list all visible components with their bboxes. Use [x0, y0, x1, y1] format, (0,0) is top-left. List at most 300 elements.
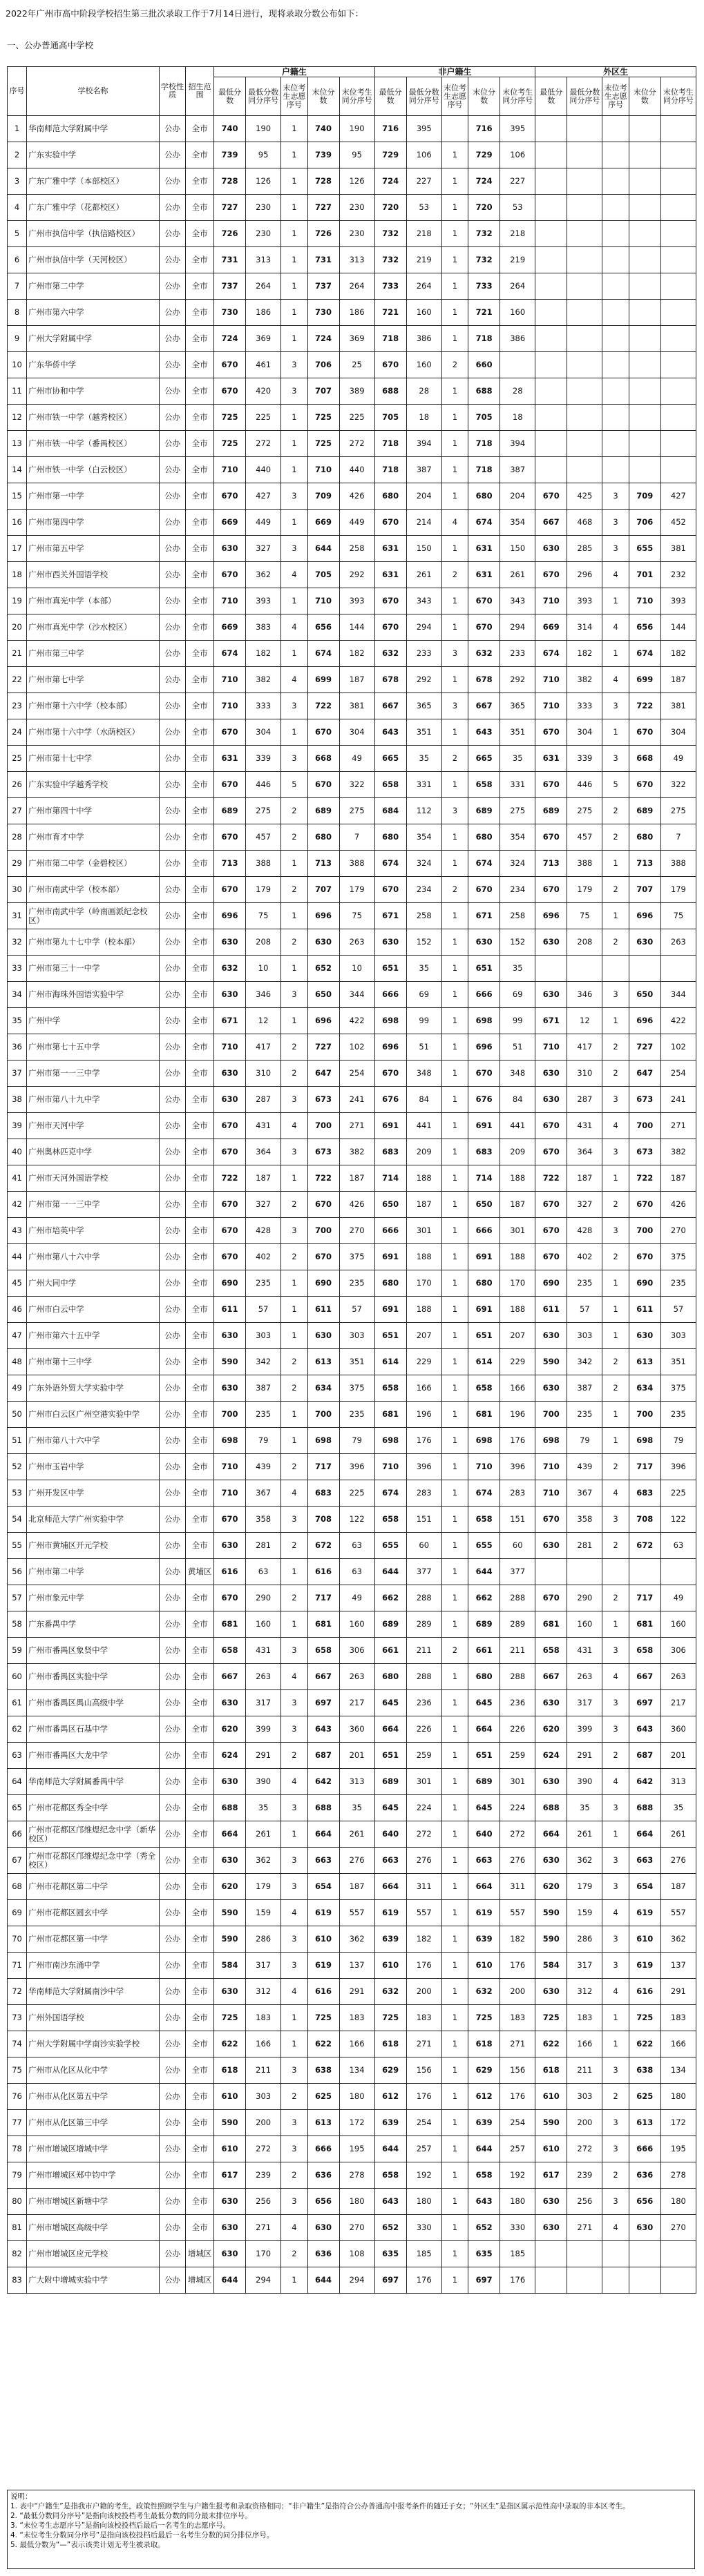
table-cell: 718	[468, 326, 500, 352]
table-cell	[629, 221, 660, 247]
table-cell: 全市	[186, 247, 214, 273]
table-cell: 1	[602, 588, 629, 614]
table-cell: 619	[307, 1900, 339, 1926]
table-cell: 678	[374, 667, 406, 693]
table-cell: 3	[602, 1716, 629, 1743]
table-cell: 645	[374, 1795, 406, 1821]
table-cell: 166	[660, 2031, 696, 2057]
table-cell: 49	[660, 746, 696, 772]
table-cell: 79	[339, 1428, 374, 1454]
table-cell: 14	[8, 457, 27, 483]
table-cell: 670	[214, 1507, 246, 1533]
table-cell: 1	[441, 824, 468, 851]
table-cell: 722	[307, 693, 339, 719]
table-row	[8, 1244, 696, 1270]
table-cell: 1	[281, 1821, 307, 1848]
table-cell: 全市	[186, 2110, 214, 2136]
table-cell: 631	[374, 536, 406, 562]
table-cell: 610	[214, 2084, 246, 2110]
table-cell: 151	[500, 1507, 535, 1533]
table-cell: 全市	[186, 457, 214, 483]
table-cell: 654	[307, 1874, 339, 1900]
table-cell: 417	[246, 1034, 281, 1061]
table-cell: 3	[602, 1507, 629, 1533]
table-cell: 2	[441, 746, 468, 772]
table-cell: 3	[602, 982, 629, 1008]
table-cell: 56	[8, 1559, 27, 1585]
table-cell: 689	[374, 1611, 406, 1638]
table-cell: 698	[214, 1428, 246, 1454]
table-cell: 35	[660, 1795, 696, 1821]
table-cell: 655	[629, 536, 660, 562]
header-subcolumn: 末位考生同分序号	[660, 77, 696, 116]
table-cell: 公办	[159, 352, 185, 378]
table-cell: 732	[374, 247, 406, 273]
table-cell: 683	[468, 1139, 500, 1165]
table-cell: 666	[468, 1218, 500, 1244]
notes-line: 3. “末位考生志愿序号”是指向该校投档后最后一名考生的志愿序号。	[10, 2521, 231, 2530]
table-cell: 18	[500, 405, 535, 431]
table-cell: 公办	[159, 1795, 185, 1821]
table-cell: 261	[567, 1821, 602, 1848]
table-cell: 617	[535, 2162, 567, 2189]
table-cell: 313	[660, 1769, 696, 1795]
table-cell: 431	[567, 1638, 602, 1664]
school-name-cell: 广东番禺中学	[27, 1611, 160, 1638]
table-cell: 公办	[159, 798, 185, 824]
table-cell: 166	[406, 1375, 441, 1402]
table-cell: 339	[246, 746, 281, 772]
table-cell: 690	[535, 1270, 567, 1297]
table-cell: 3	[441, 693, 468, 719]
table-cell: 2	[441, 1638, 468, 1664]
table-cell: 272	[339, 431, 374, 457]
school-name-cell: 广州市增城区应元学校	[27, 2241, 160, 2267]
table-cell: 62	[8, 1716, 27, 1743]
table-cell: 670	[307, 1192, 339, 1218]
table-cell: 700	[214, 1402, 246, 1428]
table-cell: 292	[339, 562, 374, 588]
table-cell: 234	[500, 877, 535, 903]
table-row	[8, 326, 696, 352]
table-cell: 710	[535, 588, 567, 614]
table-cell: 673	[629, 1139, 660, 1165]
table-cell: 全市	[186, 1165, 214, 1192]
table-cell: 35	[500, 956, 535, 982]
table-cell: 727	[307, 195, 339, 221]
table-cell: 211	[406, 1638, 441, 1664]
school-name-cell: 广州市番禺区禺山高级中学	[27, 1690, 160, 1716]
table-cell: 4	[281, 1664, 307, 1690]
table-body	[8, 116, 696, 2294]
table-cell: 441	[500, 1113, 535, 1139]
table-cell: 全市	[186, 1218, 214, 1244]
table-cell: 651	[468, 1323, 500, 1349]
table-cell: 710	[535, 693, 567, 719]
table-cell	[629, 378, 660, 405]
table-cell: 55	[8, 1533, 27, 1559]
table-cell: 696	[629, 1008, 660, 1034]
school-name-cell: 广州市南武中学（校本部）	[27, 877, 160, 903]
table-cell: 664	[374, 1874, 406, 1900]
table-cell: 441	[406, 1113, 441, 1139]
table-cell: 3	[281, 1139, 307, 1165]
table-cell: 195	[339, 2136, 374, 2162]
table-cell: 3	[281, 1638, 307, 1664]
table-cell: 公办	[159, 2162, 185, 2189]
table-cell: 179	[567, 877, 602, 903]
table-row	[8, 168, 696, 195]
school-name-cell: 广州市花都区秀全中学	[27, 1795, 160, 1821]
table-cell: 全市	[186, 588, 214, 614]
table-cell: 724	[307, 326, 339, 352]
table-cell: 362	[567, 1848, 602, 1874]
table-cell: 99	[500, 1008, 535, 1034]
table-cell: 689	[629, 798, 660, 824]
table-cell: 630	[535, 1979, 567, 2005]
header-group-otherdistrict: 外区生	[535, 67, 696, 77]
table-cell	[535, 405, 567, 431]
table-cell: 1	[281, 510, 307, 536]
table-cell: 632	[214, 956, 246, 982]
table-cell: 680	[374, 824, 406, 851]
table-cell: 1	[281, 273, 307, 300]
table-cell: 134	[339, 2057, 374, 2084]
table-cell: 697	[374, 2267, 406, 2294]
table-cell: 176	[500, 1953, 535, 1979]
table-cell: 303	[339, 1323, 374, 1349]
table-cell: 666	[468, 982, 500, 1008]
school-name-cell: 广州市真光中学（本部）	[27, 588, 160, 614]
table-cell	[602, 142, 629, 168]
table-cell: 632	[468, 1979, 500, 2005]
table-cell: 680	[468, 1664, 500, 1690]
table-cell: 211	[567, 2057, 602, 2084]
table-cell: 630	[214, 1533, 246, 1559]
table-cell: 95	[339, 142, 374, 168]
table-cell: 289	[406, 1611, 441, 1638]
table-cell: 708	[629, 1507, 660, 1533]
table-cell: 172	[660, 2110, 696, 2136]
table-cell: 225	[339, 1480, 374, 1507]
table-cell: 426	[339, 1192, 374, 1218]
header-subcolumn: 最低分数	[374, 77, 406, 116]
table-cell: 327	[246, 536, 281, 562]
table-cell: 733	[468, 273, 500, 300]
table-cell: 394	[500, 431, 535, 457]
table-cell: 182	[339, 641, 374, 667]
table-cell: 689	[468, 1769, 500, 1795]
table-cell: 1	[441, 1533, 468, 1559]
table-cell: 160	[660, 1611, 696, 1638]
table-cell: 1	[441, 1716, 468, 1743]
table-cell	[602, 2241, 629, 2267]
table-cell: 51	[500, 1034, 535, 1061]
table-cell: 217	[660, 1690, 696, 1716]
table-cell: 25	[8, 746, 27, 772]
table-cell: 272	[406, 1821, 441, 1848]
table-cell: 612	[374, 2084, 406, 2110]
table-cell: 全市	[186, 1428, 214, 1454]
table-cell: 全市	[186, 1953, 214, 1979]
table-cell: 1	[441, 1926, 468, 1953]
table-cell: 全市	[186, 1244, 214, 1270]
table-cell: 2	[602, 798, 629, 824]
table-cell	[602, 300, 629, 326]
table-cell: 公办	[159, 378, 185, 405]
table-cell: 1	[441, 1953, 468, 1979]
table-cell: 426	[339, 483, 374, 510]
table-cell: 12	[8, 405, 27, 431]
table-cell: 644	[214, 2267, 246, 2294]
table-cell: 689	[307, 798, 339, 824]
table-cell	[602, 956, 629, 982]
table-cell: 2	[602, 1349, 629, 1375]
table-cell: 2	[602, 1454, 629, 1480]
table-cell: 665	[468, 746, 500, 772]
table-cell: 716	[468, 116, 500, 142]
table-cell: 630	[214, 536, 246, 562]
table-cell: 3	[602, 2136, 629, 2162]
school-name-cell: 广州市第七十五中学	[27, 1034, 160, 1061]
table-cell: 1	[441, 142, 468, 168]
table-row	[8, 2267, 696, 2294]
table-cell: 614	[468, 1349, 500, 1375]
table-cell: 670	[535, 1139, 567, 1165]
table-cell: 4	[8, 195, 27, 221]
table-cell: 630	[307, 929, 339, 956]
table-row	[8, 1848, 696, 1874]
table-cell: 122	[339, 1507, 374, 1533]
table-row	[8, 116, 696, 142]
table-cell: 670	[214, 1585, 246, 1611]
table-cell: 722	[629, 1165, 660, 1192]
table-cell: 公办	[159, 1664, 185, 1690]
table-cell: 4	[602, 1480, 629, 1507]
table-cell: 172	[339, 2110, 374, 2136]
table-cell: 1	[441, 1192, 468, 1218]
school-name-cell: 华南师范大学附属中学	[27, 116, 160, 142]
table-cell: 630	[214, 2215, 246, 2241]
table-cell: 696	[307, 903, 339, 929]
table-cell: 全市	[186, 772, 214, 798]
table-cell: 全市	[186, 1375, 214, 1402]
table-cell: 630	[535, 1533, 567, 1559]
table-cell: 72	[8, 1979, 27, 2005]
table-cell: 3	[281, 2189, 307, 2215]
table-cell: 291	[567, 1743, 602, 1769]
table-row	[8, 1690, 696, 1716]
table-cell: 714	[374, 1165, 406, 1192]
school-name-cell: 广州市第四十中学	[27, 798, 160, 824]
table-cell: 80	[8, 2189, 27, 2215]
table-cell: 705	[374, 405, 406, 431]
table-cell: 75	[567, 903, 602, 929]
table-cell: 79	[660, 1428, 696, 1454]
table-cell: 170	[406, 1270, 441, 1297]
header-group-nonlocal: 非户籍生	[374, 67, 535, 77]
table-cell: 3	[602, 1953, 629, 1979]
table-cell: 285	[567, 536, 602, 562]
table-cell: 730	[214, 300, 246, 326]
header-subcolumn: 末位考生志愿序号	[602, 77, 629, 116]
table-row	[8, 929, 696, 956]
table-cell: 630	[535, 2215, 567, 2241]
table-cell: 725	[535, 2005, 567, 2031]
table-cell: 224	[500, 1795, 535, 1821]
table-cell: 457	[567, 824, 602, 851]
table-cell: 665	[374, 746, 406, 772]
table-cell: 393	[339, 588, 374, 614]
table-cell: 200	[500, 1979, 535, 2005]
table-cell	[660, 300, 696, 326]
table-cell: 241	[660, 1087, 696, 1113]
school-name-cell: 广州市玉岩中学	[27, 1454, 160, 1480]
table-cell: 713	[535, 851, 567, 877]
table-cell: 1	[441, 2110, 468, 2136]
table-cell: 增城区	[186, 2241, 214, 2267]
table-cell: 698	[468, 1428, 500, 1454]
table-cell: 666	[629, 2136, 660, 2162]
table-cell: 387	[406, 457, 441, 483]
table-cell: 180	[660, 2084, 696, 2110]
table-cell: 3	[281, 352, 307, 378]
table-cell: 208	[246, 929, 281, 956]
table-cell: 1	[441, 221, 468, 247]
table-cell: 1	[602, 1297, 629, 1323]
table-cell: 674	[629, 641, 660, 667]
table-cell: 1	[281, 1559, 307, 1585]
table-cell: 57	[567, 1297, 602, 1323]
table-row	[8, 1218, 696, 1244]
table-row	[8, 956, 696, 982]
table-cell: 281	[567, 1533, 602, 1559]
table-cell: 306	[339, 1638, 374, 1664]
table-row	[8, 877, 696, 903]
school-name-cell: 广州市第八十六中学	[27, 1244, 160, 1270]
table-cell: 673	[307, 1139, 339, 1165]
notes-line: 5. 最低分数为“—”表示该类计划无考生被录取。	[10, 2541, 165, 2549]
table-cell: 全市	[186, 221, 214, 247]
table-cell: 3	[281, 2110, 307, 2136]
table-cell: 1	[441, 1139, 468, 1165]
table-row	[8, 851, 696, 877]
table-cell: 652	[307, 956, 339, 982]
table-cell: 670	[535, 877, 567, 903]
table-cell: 618	[214, 2057, 246, 2084]
table-cell: 655	[374, 1533, 406, 1559]
table-cell: 681	[374, 1402, 406, 1428]
table-cell: 680	[468, 1270, 500, 1297]
table-cell: 669	[214, 614, 246, 641]
table-cell: 53	[500, 195, 535, 221]
table-cell: 233	[500, 641, 535, 667]
table-cell: 4	[602, 1113, 629, 1139]
table-cell: 271	[339, 1113, 374, 1139]
table-cell: 720	[374, 195, 406, 221]
table-cell: 1	[441, 1507, 468, 1533]
table-cell: 669	[214, 510, 246, 536]
table-cell: 658	[374, 772, 406, 798]
table-cell: 全市	[186, 903, 214, 929]
table-cell: 673	[307, 1087, 339, 1113]
table-cell	[535, 273, 567, 300]
table-cell	[629, 326, 660, 352]
table-cell: 713	[214, 851, 246, 877]
table-cell: 616	[629, 1979, 660, 2005]
table-cell: 639	[374, 1926, 406, 1953]
table-cell: 71	[8, 1953, 27, 1979]
table-cell: 382	[660, 1139, 696, 1165]
school-name-cell: 广州市第六十五中学	[27, 1323, 160, 1349]
table-cell: 630	[629, 929, 660, 956]
table-cell: 681	[214, 1611, 246, 1638]
table-cell: 642	[629, 1769, 660, 1795]
table-row	[8, 2189, 696, 2215]
school-name-cell: 广州市育才中学	[27, 824, 160, 851]
table-row	[8, 562, 696, 588]
table-cell: 236	[500, 1690, 535, 1716]
table-cell: 257	[500, 2136, 535, 2162]
header-school-nature: 学校性质	[159, 67, 185, 116]
table-cell: 1	[281, 1323, 307, 1349]
table-cell: 710	[535, 667, 567, 693]
table-cell: 468	[567, 510, 602, 536]
table-cell: 160	[246, 1611, 281, 1638]
table-cell: 296	[567, 562, 602, 588]
table-cell: 226	[500, 1716, 535, 1743]
table-cell: 263	[660, 1664, 696, 1690]
table-cell	[567, 221, 602, 247]
table-cell: 2	[281, 1454, 307, 1480]
table-cell: 78	[8, 2136, 27, 2162]
table-cell: 公办	[159, 1480, 185, 1507]
table-cell: 658	[468, 1375, 500, 1402]
table-cell: 207	[500, 1323, 535, 1349]
table-cell: 674	[374, 1480, 406, 1507]
table-cell: 700	[535, 1402, 567, 1428]
table-cell: 75	[246, 903, 281, 929]
table-cell: 670	[214, 1218, 246, 1244]
table-cell: 658	[468, 1507, 500, 1533]
table-cell	[660, 326, 696, 352]
table-cell: 725	[214, 2005, 246, 2031]
table-cell: 740	[307, 116, 339, 142]
table-cell: 670	[535, 483, 567, 510]
table-row	[8, 772, 696, 798]
table-cell: 2	[281, 1061, 307, 1087]
table-cell: 99	[406, 1008, 441, 1034]
table-cell: 211	[500, 1638, 535, 1664]
table-cell: 188	[500, 1244, 535, 1270]
table-cell: 275	[567, 798, 602, 824]
table-cell: 60	[406, 1533, 441, 1559]
table-row	[8, 1953, 696, 1979]
table-cell: 全市	[186, 1690, 214, 1716]
table-cell: 1	[441, 536, 468, 562]
table-cell: 全市	[186, 1979, 214, 2005]
table-cell: 676	[468, 1087, 500, 1113]
table-cell: 公办	[159, 1874, 185, 1900]
table-cell: 732	[468, 221, 500, 247]
table-cell: 667	[468, 693, 500, 719]
table-cell: 3	[602, 2110, 629, 2136]
table-cell: 271	[246, 2215, 281, 2241]
table-cell: 3	[281, 2136, 307, 2162]
table-cell: 644	[374, 1559, 406, 1585]
table-cell: 1	[602, 1165, 629, 1192]
table-cell: 3	[602, 1874, 629, 1900]
